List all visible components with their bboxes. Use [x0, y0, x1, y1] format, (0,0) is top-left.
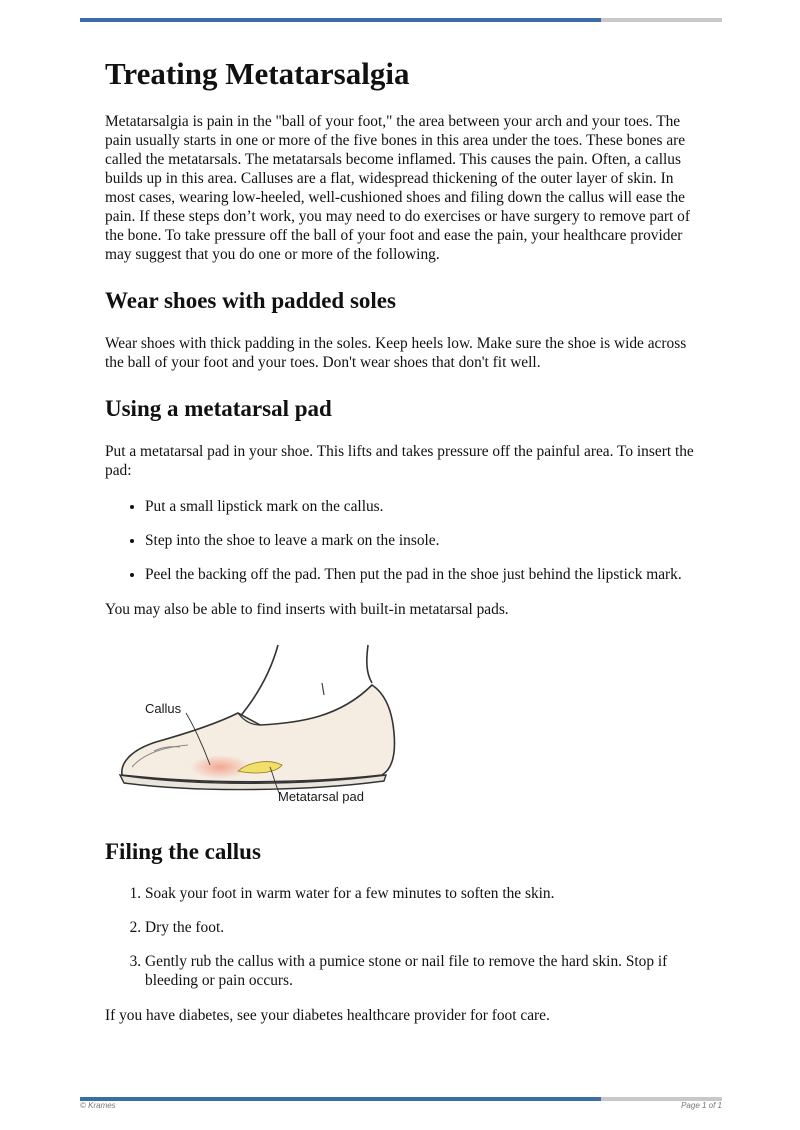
section-heading-metatarsal-pad: Using a metatarsal pad — [105, 396, 332, 421]
footer-page-number: Page 1 of 1 — [681, 1101, 722, 1110]
shoe-illustration — [110, 643, 410, 813]
list-item: • Step into the shoe to leave a mark on the insole. — [145, 531, 705, 550]
list-item: 2. Dry the foot. — [145, 918, 705, 937]
list-item: • Peel the backing off the pad. Then put the pad in the shoe just behind the lipstick mark. — [145, 565, 705, 584]
diabetes-note: If you have diabetes, see your diabetes healthcare provider for foot care. — [105, 1007, 550, 1024]
callus-label: Callus — [145, 701, 182, 716]
filing-steps-list — [105, 884, 705, 990]
footer-copyright: © Krames — [80, 1101, 116, 1110]
section-body-metatarsal-pad: Put a metatarsal pad in your shoe. This lifts and takes pressure off the painful area. To insert the pad: — [105, 443, 694, 479]
page-title: Treating Metatarsalgia — [105, 56, 410, 91]
inserts-note: You may also be able to find inserts with built-in metatarsal pads. — [105, 601, 509, 618]
list-item: 3. Gently rub the callus with a pumice stone or nail file to remove the hard skin. Stop if bleeding or pain occurs. — [145, 952, 705, 990]
intro-paragraph: Metatarsalgia is pain in the "ball of your foot," the area between your arch and your toes. The pain usually starts in one or more of the five bones in this area under the toes. These bones are called the metatarsals. The metatarsals become inflamed. This causes the pain. Often, a callus builds up in this area. Calluses are a flat, widespread thickening of the outer layer of skin. In most cases, wearing low-heeled, well-cushioned shoes and filing down the callus will ease the pain. If these steps don’t work, you may need to do exercises or have surgery to remove part of the bone. To take pressure off the ball of your foot and ease the pain, your healthcare provider may suggest that you do one or more of the following. — [105, 113, 690, 263]
bottom-rule — [80, 1097, 722, 1101]
top-rule-accent — [80, 18, 601, 22]
list-item: • Put a small lipstick mark on the callus. — [145, 497, 705, 516]
section-body-padded-soles: Wear shoes with thick padding in the soles. Keep heels low. Make sure the shoe is wide across the ball of your foot and your toes. Don't wear shoes that don't fit well. — [105, 335, 687, 371]
bottom-rule-accent — [80, 1097, 601, 1101]
section-heading-padded-soles: Wear shoes with padded soles — [105, 288, 396, 313]
metatarsal-pad-label: Metatarsal pad — [278, 789, 364, 804]
top-rule — [80, 18, 722, 22]
document-body — [105, 52, 705, 1025]
section-heading-filing-callus: Filing the callus — [105, 839, 261, 864]
pad-steps-list — [105, 497, 705, 584]
list-item: 1. Soak your foot in warm water for a few minutes to soften the skin. — [145, 884, 705, 903]
shoe-drawing — [110, 643, 410, 813]
